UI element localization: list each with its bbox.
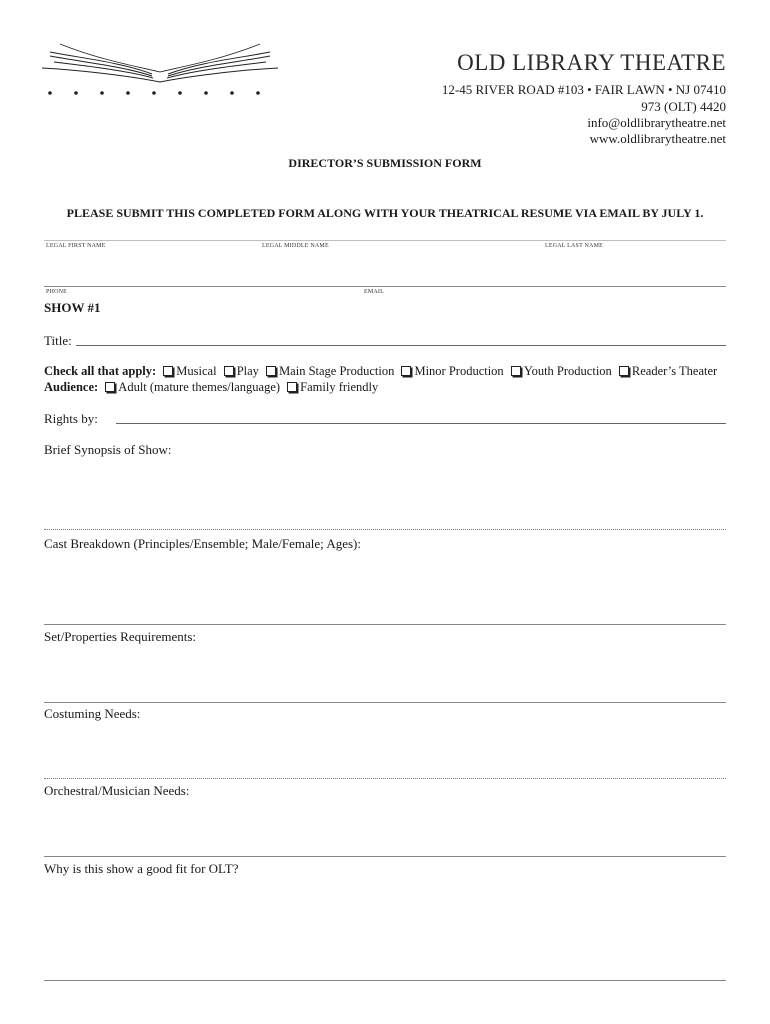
readers-theater-checkbox[interactable]: [619, 366, 629, 376]
theatre-address: 12-45 RIVER ROAD #103 • FAIR LAWN • NJ 07410: [441, 82, 726, 97]
play-option: Play: [236, 364, 259, 378]
minor-production-option: Minor Production: [414, 364, 504, 378]
form-title: DIRECTOR’S SUBMISSION FORM: [288, 156, 482, 170]
youth-production-checkbox[interactable]: [511, 366, 521, 376]
audience-row: [44, 380, 378, 395]
minor-production-checkbox[interactable]: [401, 366, 411, 376]
submission-instruction: PLEASE SUBMIT THIS COMPLETED FORM ALONG WITH YOUR THEATRICAL RESUME VIA EMAIL BY JULY 1.: [66, 206, 704, 220]
email-label: EMAIL: [364, 289, 384, 295]
cast-label: Cast Breakdown (Principles/Ensemble; Male/Female; Ages):: [44, 536, 361, 551]
check-all-row: [44, 364, 717, 379]
play-checkbox[interactable]: [224, 366, 234, 376]
set-area-bottom-line[interactable]: [44, 702, 726, 703]
adult-option: Adult (mature themes/language): [118, 380, 281, 394]
orchestra-label: Orchestral/Musician Needs:: [44, 783, 190, 798]
theatre-name: OLD LIBRARY THEATRE: [457, 50, 726, 75]
musical-option: Musical: [176, 364, 217, 378]
title-label: Title:: [44, 333, 72, 348]
main-stage-option: Main Stage Production: [279, 364, 395, 378]
show-heading: SHOW #1: [44, 300, 101, 315]
contact-field-line[interactable]: [44, 286, 726, 287]
orchestra-area-bottom-line[interactable]: [44, 856, 726, 857]
fit-area-bottom-line[interactable]: [44, 980, 726, 981]
set-label: Set/Properties Requirements:: [44, 629, 197, 644]
rights-input-line[interactable]: [116, 423, 726, 424]
main-stage-checkbox[interactable]: [266, 366, 276, 376]
family-friendly-checkbox[interactable]: [287, 382, 297, 392]
rights-label: Rights by:: [44, 411, 98, 426]
cast-area-bottom-line[interactable]: [44, 624, 726, 625]
last-name-label: LEGAL LAST NAME: [545, 243, 603, 249]
audience-label: Audience:: [44, 380, 99, 394]
musical-checkbox[interactable]: [163, 366, 173, 376]
synopsis-area-bottom-line[interactable]: [44, 529, 726, 530]
middle-name-label: LEGAL MIDDLE NAME: [262, 243, 329, 249]
costume-area-bottom-line[interactable]: [44, 778, 726, 779]
name-field-line[interactable]: [44, 240, 726, 241]
phone-label: PHONE: [46, 289, 68, 295]
costume-label: Costuming Needs:: [44, 706, 141, 721]
first-name-label: LEGAL FIRST NAME: [46, 243, 106, 249]
synopsis-label: Brief Synopsis of Show:: [44, 442, 172, 457]
family-friendly-option: Family friendly: [300, 380, 379, 394]
readers-theater-option: Reader’s Theater: [631, 364, 718, 378]
theatre-phone: 973 (OLT) 4420: [641, 99, 726, 114]
check-all-label: Check all that apply:: [44, 364, 157, 378]
theatre-website: www.oldlibrarytheatre.net: [589, 131, 726, 146]
fit-label: Why is this show a good fit for OLT?: [44, 861, 239, 876]
title-input-line[interactable]: [76, 345, 726, 346]
theatre-email: info@oldlibrarytheatre.net: [587, 115, 726, 130]
youth-production-option: Youth Production: [523, 364, 612, 378]
theatre-logo: [40, 40, 280, 102]
adult-checkbox[interactable]: [105, 382, 115, 392]
